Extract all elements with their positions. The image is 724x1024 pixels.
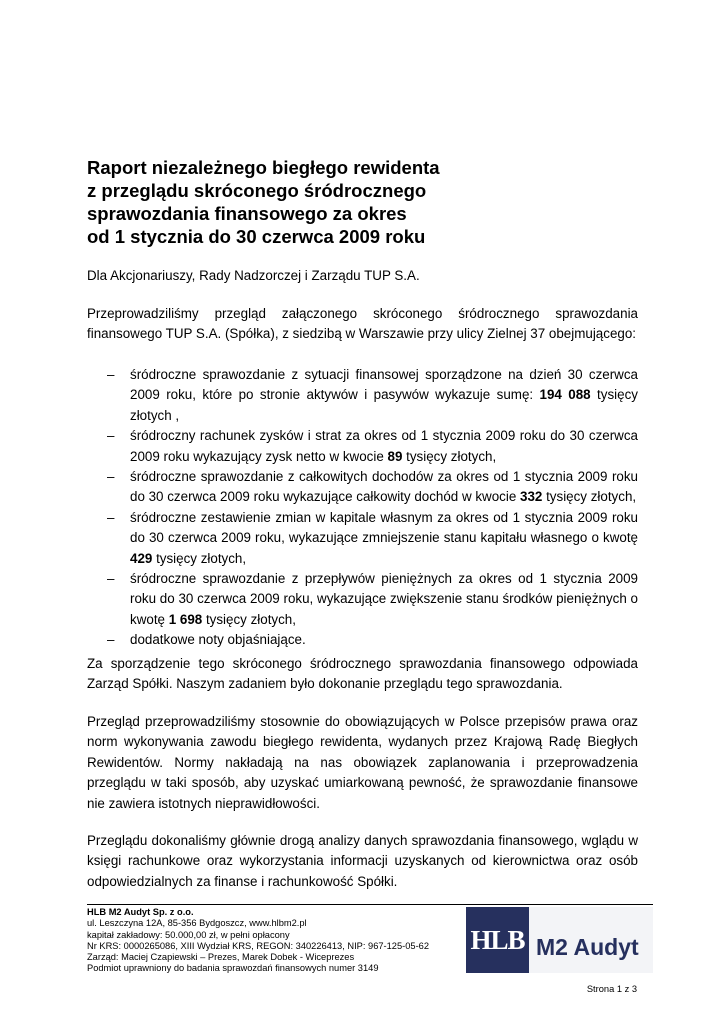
title-line: od 1 stycznia do 30 czerwca 2009 roku xyxy=(87,226,426,247)
item-text-end: tysięcy złotych, xyxy=(202,611,296,627)
footer-divider xyxy=(87,904,653,905)
item-text-end: tysięcy złotych, xyxy=(542,489,637,505)
item-text: dodatkowe noty objaśniające. xyxy=(130,632,306,648)
dash-bullet: – xyxy=(107,632,115,648)
item-text: śródroczny rachunek zysków i strat za okres od 1 stycznia 2009 roku do 30 czerwca 2009 roku wykazujący zysk netto w kwocie xyxy=(130,428,638,464)
footer-line: Podmiot uprawniony do badania sprawozdań finansowych numer 3149 xyxy=(87,963,379,974)
item-text: śródroczne sprawozdanie z sytuacji finansowej sporządzone na dzień 30 czerwca 2009 roku, które po stronie aktywów i pasywów wykazuje sumę: xyxy=(130,367,638,403)
responsibility-paragraph: Za sporządzenie tego skróconego śródrocznego sprawozdania finansowego odpowiada Zarząd Spółki. Naszym zadaniem było dokonanie przeglądu tego sprawozdania. xyxy=(87,656,638,692)
title-line: sprawozdania finansowego za okres xyxy=(87,203,407,224)
title-line: Raport niezależnego biegłego rewidenta xyxy=(87,157,440,178)
list-item xyxy=(87,426,638,467)
report-title xyxy=(87,156,647,248)
title-line: z przeglądu skróconego śródrocznego xyxy=(87,180,427,201)
item-text: śródroczne zestawienie zmian w kapitale własnym za okres od 1 stycznia 2009 roku do 30 czerwca 2009 roku, wykazujące zmniejszenie stanu kapitału własnego o kwotę xyxy=(130,509,638,546)
item-value: 429 xyxy=(130,550,153,566)
list-item xyxy=(87,569,638,630)
standards-paragraph: Przegląd przeprowadziliśmy stosownie do obowiązujących w Polsce przepisów prawa oraz norm wykonywania zawodu biegłego rewidenta, wydanych przez Krajową Radę Biegłych Rewidentów. Normy nakładają na nas obowiązek zaplanowania i przeprowadzenia przeglądu w taki sposób, aby uzyskać umiarkowaną pewność, że sprawozdanie finansowe nie zawiera istotnych nieprawidłowości. xyxy=(87,714,638,811)
item-value: 194 088 xyxy=(539,387,591,403)
hlb-m2-audyt-logo xyxy=(466,907,653,973)
logo-wordmark: M2 Audyt xyxy=(536,934,639,960)
list-item xyxy=(87,365,638,426)
greeting: Dla Akcjonariuszy, Rady Nadzorczej i Zarządu TUP S.A. xyxy=(87,268,420,283)
list-item xyxy=(87,508,638,569)
dash-bullet: – xyxy=(107,469,115,485)
dash-bullet: – xyxy=(107,428,115,444)
footer-company-name: HLB M2 Audyt Sp. z o.o. xyxy=(87,907,194,917)
logo-hlb-block: HLB xyxy=(466,907,529,973)
dash-bullet: – xyxy=(107,571,115,587)
item-text-end: tysięcy złotych, xyxy=(402,448,497,464)
footer-line: Nr KRS: 0000265086, XIII Wydział KRS, REGON: 340226413, NIP: 967-125-05-62 xyxy=(87,940,430,951)
item-value: 1 698 xyxy=(168,611,203,627)
item-text: śródroczne sprawozdanie z przepływów pieniężnych za okres od 1 stycznia 2009 roku do 30 czerwca 2009 roku, wykazujące zwiększenie stanu środków pieniężnych o kwotę xyxy=(130,571,638,627)
intro-paragraph: Przeprowadziliśmy przegląd załączonego skróconego śródrocznego sprawozdania finansowego TUP S.A. (Spółka), z siedzibą w Warszawie przy ulicy Zielnej 37 obejmującego: xyxy=(87,306,638,342)
footer-line: kapitał zakładowy: 50.000,00 zł, w pełni opłacony xyxy=(87,929,290,940)
item-value: 89 xyxy=(387,448,403,464)
page-number: Strona 1 z 3 xyxy=(586,984,637,994)
item-value: 332 xyxy=(520,489,543,505)
footer-line: ul. Leszczyna 12A, 85-356 Bydgoszcz, www.hlbm2.pl xyxy=(87,918,307,929)
item-text-end: tysięcy złotych, xyxy=(152,550,247,566)
list-item xyxy=(87,467,638,508)
footer-line: Zarząd: Maciej Czapiewski – Prezes, Marek Dobek - Wiceprezes xyxy=(87,952,355,963)
dash-bullet: – xyxy=(107,367,115,382)
dash-bullet: – xyxy=(107,509,115,525)
statement-list xyxy=(87,365,638,651)
item-text-end: tysięcy złotych , xyxy=(130,387,638,423)
footer-company-info xyxy=(87,907,429,975)
item-text: śródroczne sprawozdanie z całkowitych dochodów za okres od 1 stycznia 2009 roku do 30 czerwca 2009 roku wykazujące całkowity dochód w kwocie xyxy=(130,469,638,505)
list-item xyxy=(87,630,638,650)
procedures-paragraph: Przeglądu dokonaliśmy głównie drogą analizy danych sprawozdania finansowego, wglądu w księgi rachunkowe oraz wykorzystania informacji uzyskanych od kierownictwa oraz osób odpowiedzialnych za finanse i rachunkowość Spółki. xyxy=(87,833,638,889)
